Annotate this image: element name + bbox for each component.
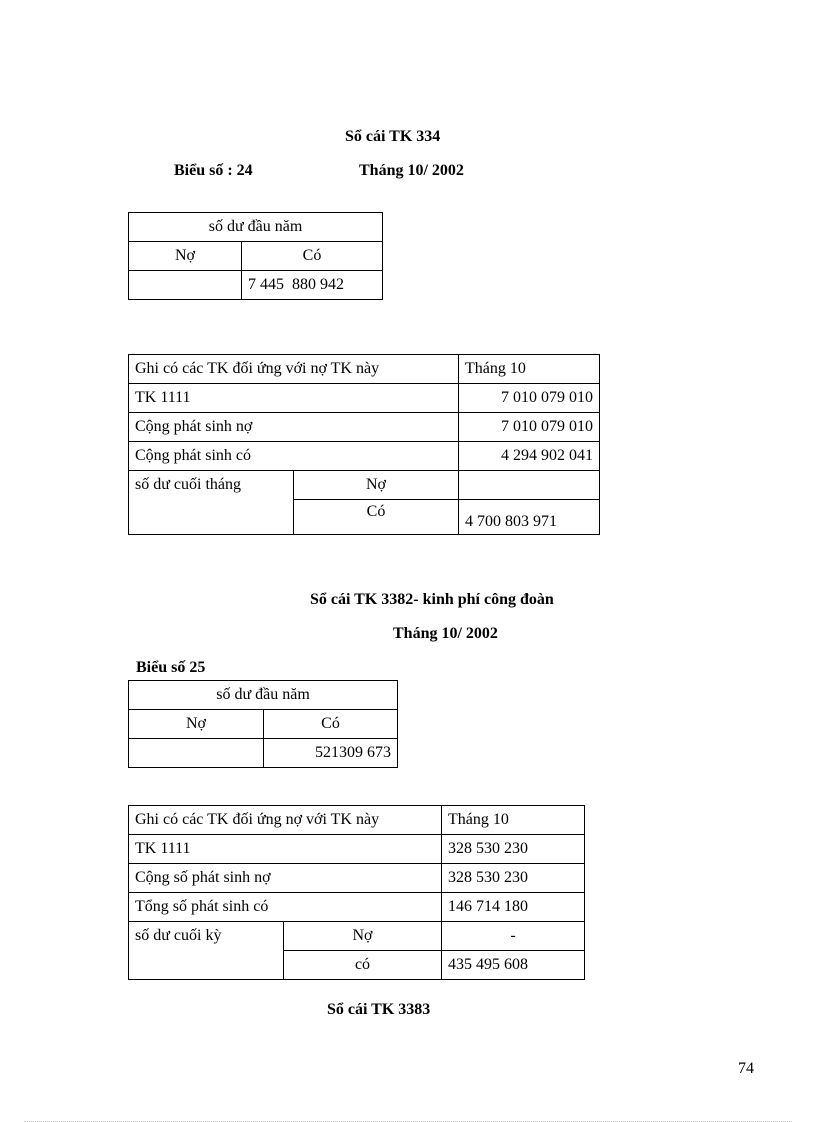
table-row [129,864,585,893]
opening-credit-label: Có [242,242,383,271]
ledger-month-header: Tháng 10 [442,806,585,835]
ledger-row-label: TK 1111 [129,835,442,864]
opening-header: số dư đầu năm [129,681,398,710]
opening-credit-label: Có [264,710,398,739]
closing-label: số dư cuối kỳ [129,922,284,980]
ledger-row-label: Cộng phát sinh có [129,442,459,471]
section1-month-label: Tháng 10/ 2002 [359,162,464,179]
opening-credit-value: 521309 673 [264,739,398,768]
closing-credit-value: 4 700 803 971 [459,500,600,535]
closing-label: số dư cuối tháng [129,471,294,535]
ledger-col-header: Ghi có các TK đối ứng với nợ TK này [129,355,459,384]
closing-credit-label: Có [294,500,459,535]
table-row [129,893,585,922]
closing-credit-value: 435 495 608 [442,951,585,980]
section1-form-label: Biểu số : 24 [174,162,253,179]
closing-debit-label: Nợ [284,922,442,951]
ledger-month-header: Tháng 10 [459,355,600,384]
page-number: 74 [738,1060,754,1077]
ledger-row-label: Cộng số phát sinh nợ [129,864,442,893]
ledger-row-value: 146 714 180 [442,893,585,922]
table-row [129,442,600,471]
ledger-row-value: 328 530 230 [442,835,585,864]
table-row [129,413,600,442]
opening-debit-value [129,739,264,768]
ledger-row-value: 7 010 079 010 [459,413,600,442]
opening-credit-value: 7 445 880 942 [242,271,383,300]
closing-debit-label: Nợ [294,471,459,500]
table-row [129,835,585,864]
opening-debit-label: Nợ [129,242,242,271]
opening-header: số dư đầu năm [129,213,383,242]
section1-ledger-table [128,354,600,535]
ledger-row-label: Tổng số phát sinh có [129,893,442,922]
section3-title: Sổ cái TK 3383 [327,1001,431,1018]
ledger-row-label: Cộng phát sinh nợ [129,413,459,442]
section2-month-label: Tháng 10/ 2002 [393,625,498,642]
opening-debit-label: Nợ [129,710,264,739]
table-row [129,384,600,413]
closing-debit-value: - [442,922,585,951]
section2-title: Sổ cái TK 3382- kinh phí công đoàn [310,591,554,608]
ledger-col-header: Ghi có các TK đối ứng nợ với TK này [129,806,442,835]
ledger-row-value: 4 294 902 041 [459,442,600,471]
opening-debit-value [129,271,242,300]
page-bottom-divider [24,1121,792,1122]
ledger-row-label: TK 1111 [129,384,459,413]
section2-form-label: Biểu số 25 [136,659,206,676]
section2-opening-table [128,680,398,768]
section1-title: Sổ cái TK 334 [345,128,441,145]
closing-debit-value [459,471,600,500]
section2-ledger-table [128,805,585,980]
ledger-row-value: 7 010 079 010 [459,384,600,413]
section1-opening-table [128,212,383,300]
closing-credit-label: có [284,951,442,980]
ledger-row-value: 328 530 230 [442,864,585,893]
